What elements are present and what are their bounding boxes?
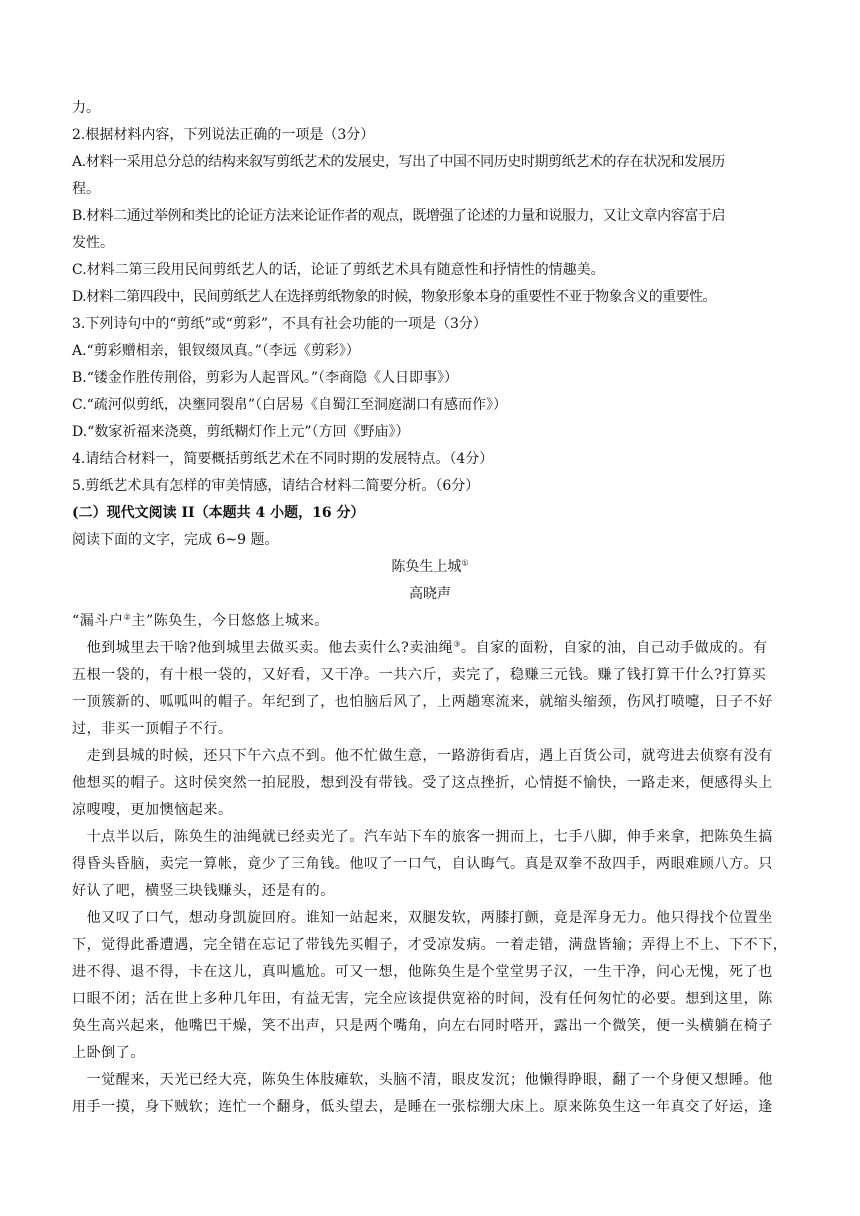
story-line: [72, 611, 329, 631]
story-text: 他到城里去干啥?他到城里去做买卖。他去卖什么?卖油绳: [72, 640, 454, 656]
story-line: [72, 1016, 773, 1036]
question-2-option-a: A.材料一采用总分总的结构来叙写剪纸艺术的发展史，写出了中国不同历史时期剪纸艺术的存在状况和发展历: [72, 154, 725, 170]
question-4: 4.请结合材料一，简要概括剪纸艺术在不同时期的发展特点。（4分）: [72, 451, 494, 467]
question-2-option-d: D.材料二第四段中，民间剪纸艺人在选择剪纸物象的时候，物象形象本身的重要性不亚于物象含义的重要性。: [72, 289, 716, 305]
story-text: 过，非买一顶帽子不行。: [72, 721, 233, 737]
story-line: [72, 665, 766, 685]
story-text: 他想买的帽子。这时侯突然一拍屁股，想到没有带钱。受了这点挫折，心情挺不愉快，一路走来，便感得头上: [72, 775, 773, 791]
story-line: [72, 1043, 145, 1063]
story-line: [72, 962, 773, 982]
story-line: [72, 854, 773, 874]
story-line: [72, 719, 233, 739]
story-text: 走到县城的时候，还只下午六点不到。他不忙做生意，一路游街看店，遇上百货公司，就弯进去侦察有没有: [72, 748, 773, 764]
story-text: 一顶簇新的、呱呱叫的帽子。年纪到了，也怕脑后风了，上两趟寒流来，就缩头缩颈，伤风打喷嚏，日子不好: [72, 694, 773, 710]
story-line: [72, 827, 773, 847]
question-1-tail: 力。: [72, 100, 100, 116]
question-2-stem: 2.根据材料内容，下列说法正确的一项是（3分）: [72, 127, 375, 143]
story-title-text: 陈奂生上城: [391, 559, 462, 575]
story-line: [72, 746, 773, 766]
section-heading: (二）现代文阅读 II（本题共 4 小题，16 分）: [72, 505, 365, 521]
footnote-marker: ①: [461, 558, 469, 568]
question-3-option-b: B.“镂金作胜传荆俗，剪彩为人起晋风。”（李商隐《人日即事》）: [72, 370, 459, 386]
story-text: 口眼不闭；活在世上多种几年田，有益无害，完全应该提供宽裕的时间，没有任何匆忙的必要。想到这里，陈: [72, 991, 773, 1007]
story-line: [72, 692, 773, 712]
story-line: [72, 989, 773, 1009]
story-text: 奂生高兴起来，他嘴巴干燥，笑不出声，只是两个嘴角，向左右同时嗒开，露出一个微笑，便一头横躺在椅子: [72, 1018, 773, 1034]
story-line: [72, 935, 787, 955]
story-author: 高晓声: [409, 586, 451, 602]
question-2-option-a-cont: 程。: [72, 181, 100, 197]
story-text: 一觉醒来，天光已经大亮，陈奂生体肢瘫软，头脑不清，眼皮发沉；他懒得睁眼，翻了一个身便又想睡。他: [72, 1072, 773, 1088]
story-line: [72, 881, 335, 901]
story-text: 好认了吧，横竖三块钱赚头，还是有的。: [72, 883, 335, 899]
section-instruction: 阅读下面的文字，完成 6~9 题。: [72, 532, 279, 548]
story-text: 他又叹了口气，想动身凯旋回府。谁知一站起来，双腿发软，两膝打颤，竟是浑身无力。他只得找个位置坐: [72, 910, 773, 926]
story-text: 。自家的面粉，自家的油，自己动手做成的。有: [461, 640, 768, 656]
story-text: 用手一摸，身下贼软；连忙一个翻身，低头望去，是睡在一张棕绷大床上。原来陈奂生这一年真交了好运，逢: [72, 1099, 773, 1115]
footnote-marker: ③: [453, 639, 461, 649]
question-3-option-d: D.“数家祈福来浇奠，剪纸糊灯作上元”（方回《野庙》）: [72, 424, 410, 440]
story-line: [72, 1097, 773, 1117]
story-title: [0, 557, 860, 577]
question-3-option-c: C.“疏河似剪纸，决壅同裂帛”（白居易《自蜀江至洞庭湖口有感而作》）: [72, 397, 507, 413]
question-3-stem: 3.下列诗句中的“剪纸”或“剪彩”，不具有社会功能的一项是（3分）: [72, 316, 487, 332]
story-text: 下，觉得此番遭遇，完全错在忘记了带钱先买帽子，才受凉发病。一着走错，满盘皆输；弄得上不上、下不下，: [72, 937, 788, 953]
story-text: 五根一袋的，有十根一袋的，又好看，又干净。一共六斤，卖完了，稳赚三元钱。赚了钱打算干什么?打算买: [72, 667, 767, 683]
question-3-option-a: A.“剪彩赠相亲，银钗缀凤真。”（李远《剪彩》）: [72, 343, 360, 359]
question-2-option-c: C.材料二第三段用民间剪纸艺人的话，论证了剪纸艺术具有随意性和抒情性的情趣美。: [72, 262, 605, 278]
story-line: [72, 773, 773, 793]
story-text: 十点半以后，陈奂生的油绳就已经卖光了。汽车站下车的旅客一拥而上，七手八脚，伸手来拿，把陈奂生搞: [72, 829, 773, 845]
story-text: 进不得、退不得，卡在这儿，真叫尴尬。可又一想，他陈奂生是个堂堂男子汉，一生干净，问心无愧，死了也: [72, 964, 773, 980]
story-line: [72, 1070, 773, 1090]
story-text: 主”陈奂生，今日悠悠上城来。: [131, 613, 329, 629]
story-text: 得昏头昏脑，卖完一算帐，竟少了三角钱。他叹了一口气，自认晦气。真是双拳不敌四手，两眼难顾八方。只: [72, 856, 773, 872]
story-line: [72, 638, 768, 658]
question-5: 5.剪纸艺术具有怎样的审美情感，请结合材料二简要分析。（6分）: [72, 478, 480, 494]
footnote-marker: ②: [123, 612, 132, 622]
story-text: 凉嗖嗖，更加懊恼起来。: [72, 802, 233, 818]
story-text: “漏斗户: [72, 613, 124, 629]
story-line: [72, 908, 773, 928]
question-2-option-b: B.材料二通过举例和类比的论证方法来论证作者的观点，既增强了论述的力量和说服力，又让文章内容富于启: [72, 208, 726, 224]
story-text: 上卧倒了。: [72, 1045, 145, 1061]
question-2-option-b-cont: 发性。: [72, 235, 114, 251]
story-line: [72, 800, 233, 820]
